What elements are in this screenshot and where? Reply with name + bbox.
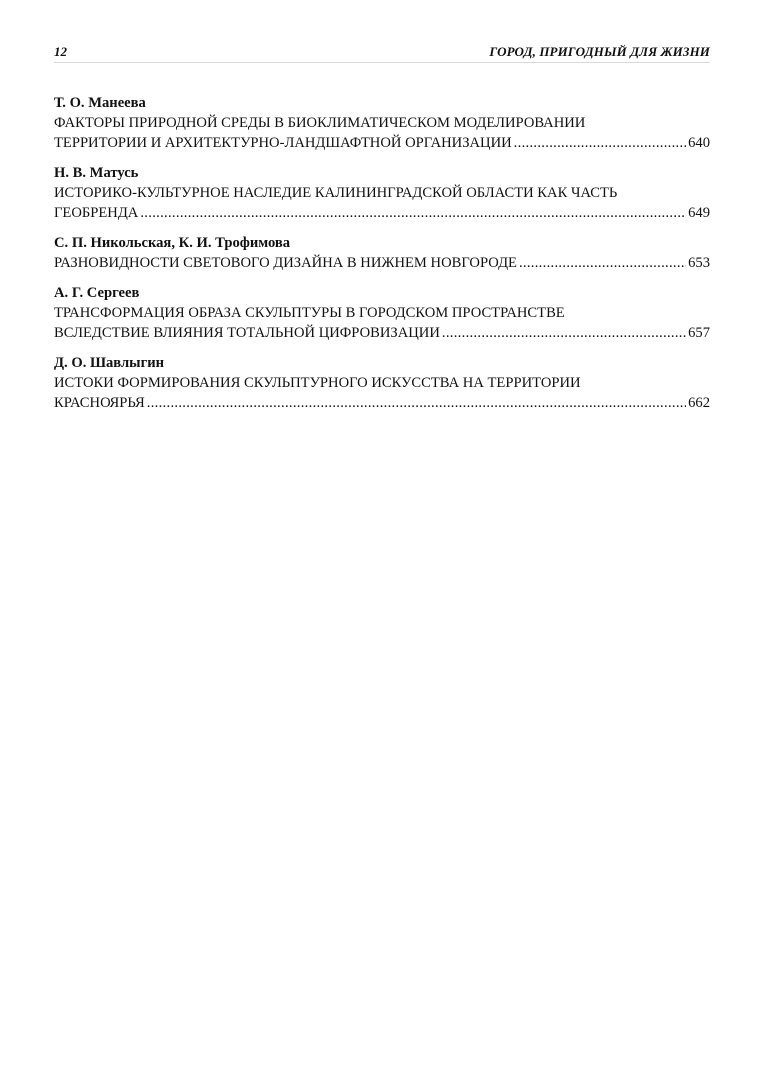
entry-title-line: ИСТОКИ ФОРМИРОВАНИЯ СКУЛЬПТУРНОГО ИСКУССТВА НА ТЕРРИТОРИИ <box>54 375 581 391</box>
entry-title-last-line <box>54 323 710 343</box>
entry-author: Н. В. Матусь <box>54 165 139 181</box>
entry-title-line: ТРАНСФОРМАЦИЯ ОБРАЗА СКУЛЬПТУРЫ В ГОРОДСКОМ ПРОСТРАНСТВЕ <box>54 305 565 321</box>
entry-page-number: 649 <box>688 205 710 221</box>
entry-title-line: ФАКТОРЫ ПРИРОДНОЙ СРЕДЫ В БИОКЛИМАТИЧЕСКОМ МОДЕЛИРОВАНИИ <box>54 115 586 131</box>
toc-entry <box>54 353 710 413</box>
entry-title-text: ВСЛЕДСТВИЕ ВЛИЯНИЯ ТОТАЛЬНОЙ ЦИФРОВИЗАЦИИ <box>54 325 440 341</box>
entry-title-text: РАЗНОВИДНОСТИ СВЕТОВОГО ДИЗАЙНА В НИЖНЕМ НОВГОРОДЕ <box>54 255 517 271</box>
page-number: 12 <box>54 44 67 59</box>
entry-title-last-line <box>54 133 710 153</box>
entry-title-last-line <box>54 253 710 273</box>
toc-entry <box>54 233 710 273</box>
dot-leader <box>442 323 686 343</box>
entry-author: А. Г. Сергеев <box>54 285 140 301</box>
journal-title: ГОРОД, ПРИГОДНЫЙ ДЛЯ ЖИЗНИ <box>489 44 710 59</box>
table-of-contents <box>54 93 710 413</box>
entry-page-number: 653 <box>688 255 710 271</box>
entry-author: Т. О. Манеева <box>54 95 146 111</box>
entry-title-text: ТЕРРИТОРИИ И АРХИТЕКТУРНО-ЛАНДШАФТНОЙ ОРГАНИЗАЦИИ <box>54 135 512 151</box>
toc-entry <box>54 93 710 153</box>
toc-entry <box>54 163 710 223</box>
entry-title-line: ИСТОРИКО-КУЛЬТУРНОЕ НАСЛЕДИЕ КАЛИНИНГРАДСКОЙ ОБЛАСТИ КАК ЧАСТЬ <box>54 185 618 201</box>
entry-page-number: 640 <box>688 135 710 151</box>
entry-title-text: ГЕОБРЕНДА <box>54 205 139 221</box>
running-header <box>54 0 710 63</box>
dot-leader <box>519 253 686 273</box>
entry-title-last-line <box>54 203 710 223</box>
entry-title-text: КРАСНОЯРЬЯ <box>54 395 145 411</box>
dot-leader <box>140 203 686 223</box>
dot-leader <box>514 133 686 153</box>
toc-entry <box>54 283 710 343</box>
entry-author: С. П. Никольская, К. И. Трофимова <box>54 235 291 251</box>
entry-page-number: 657 <box>688 325 710 341</box>
entry-author: Д. О. Шавлыгин <box>54 355 165 371</box>
entry-page-number: 662 <box>688 395 710 411</box>
entry-title-last-line <box>54 393 710 413</box>
dot-leader <box>147 393 686 413</box>
document-page <box>54 0 710 423</box>
